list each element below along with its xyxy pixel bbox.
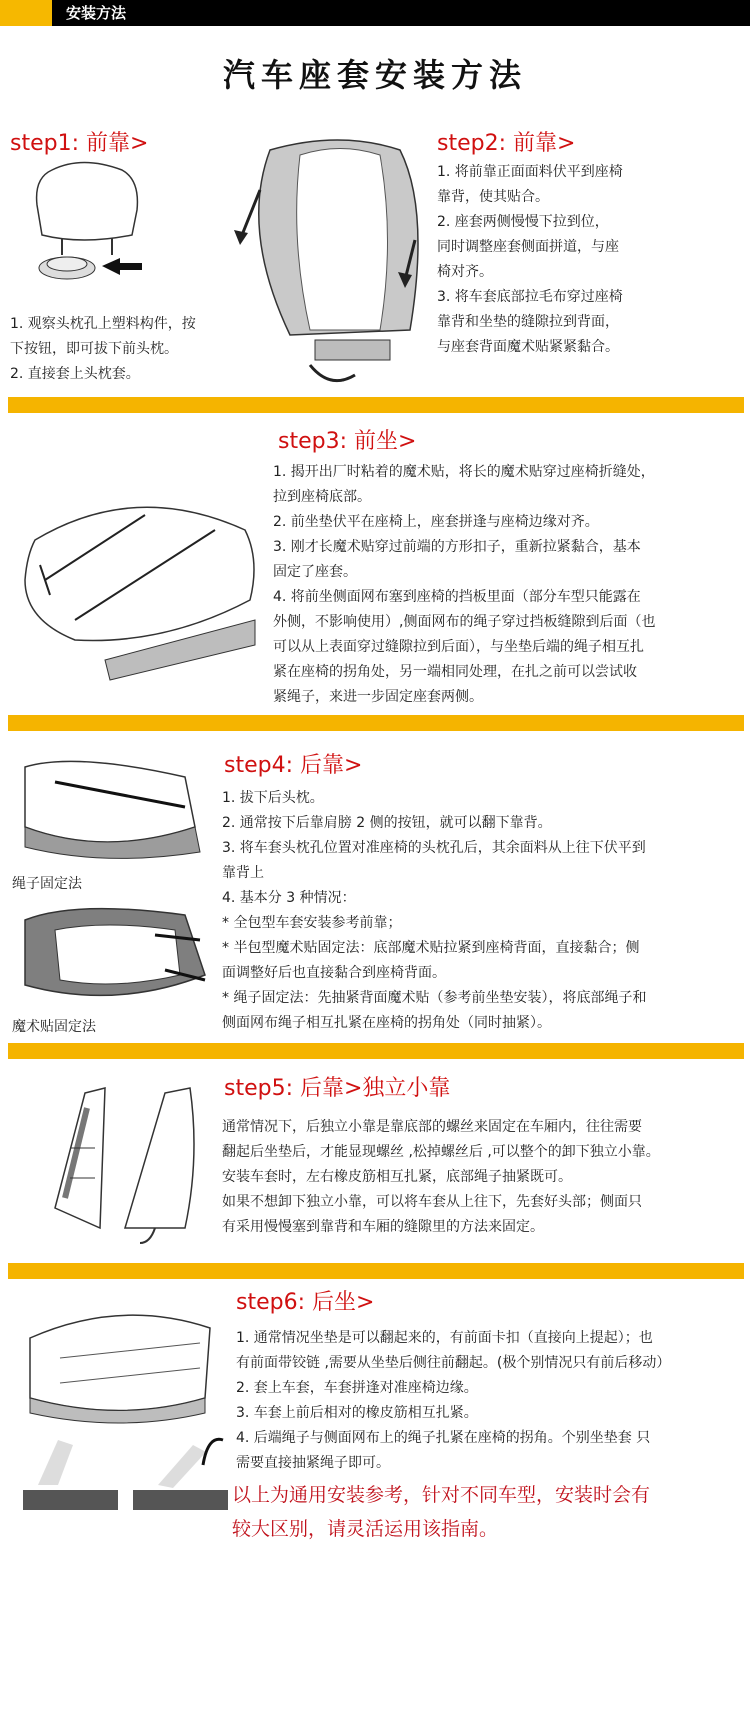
step1-heading: step1: 前靠> bbox=[10, 131, 149, 156]
section-divider bbox=[8, 715, 744, 731]
text-line: * 半包型魔术贴固定法：底部魔术贴拉紧到座椅背面，直接黏合；侧 bbox=[222, 940, 640, 956]
text-line: 紧在座椅的拐角处，另一端相同处理，在扎之前可以尝试收 bbox=[273, 664, 637, 680]
step1-text bbox=[10, 312, 220, 387]
headrest-illustration bbox=[22, 160, 172, 310]
section-divider bbox=[8, 397, 744, 413]
text-line: * 绳子固定法：先抽紧背面魔术贴（参考前坐垫安装），将底部绳子和 bbox=[222, 990, 647, 1006]
text-line: 1. 观察头枕孔上塑料构件，按 bbox=[10, 316, 196, 332]
text-line: 4. 将前坐侧面网布塞到座椅的挡板里面（部分车型只能露在 bbox=[273, 589, 641, 605]
section-divider bbox=[8, 1263, 744, 1279]
step5-heading: step5: 后靠>独立小靠 bbox=[224, 1076, 451, 1101]
step6-text bbox=[236, 1326, 736, 1476]
text-line: 有采用慢慢塞到靠背和车厢的缝隙里的方法来固定。 bbox=[222, 1219, 544, 1235]
velcro-method-caption: 魔术贴固定法 bbox=[12, 1019, 96, 1035]
step4-text bbox=[222, 786, 732, 1036]
text-line: 3. 车套上前后相对的橡皮筋相互扎紧。 bbox=[236, 1405, 478, 1421]
text-line: 拉到座椅底部。 bbox=[273, 489, 371, 505]
note-line: 以上为通用安装参考，针对不同车型，安装时会有 bbox=[232, 1484, 651, 1506]
text-line: 靠背上 bbox=[222, 865, 264, 881]
text-line: * 全包型车套安装参考前靠； bbox=[222, 915, 402, 931]
rear-backrest-rope-illustration bbox=[15, 752, 215, 867]
text-line: 3. 刚才长魔术贴穿过前端的方形扣子，重新拉紧黏合，基本 bbox=[273, 539, 641, 555]
text-line: 1. 将前靠正面面料伏平到座椅 bbox=[437, 164, 623, 180]
independent-headrest-illustration bbox=[45, 1078, 215, 1248]
note-line: 较大区别，请灵活运用该指南。 bbox=[232, 1518, 499, 1540]
section-divider bbox=[8, 1043, 744, 1059]
text-line: 通常情况下，后独立小靠是靠底部的螺丝来固定在车厢内，往往需要 bbox=[222, 1119, 642, 1135]
front-backrest-illustration bbox=[230, 130, 450, 390]
text-line: 外侧，不影响使用）,侧面网布的绳子穿过挡板缝隙到后面（也 bbox=[273, 614, 656, 630]
text-line: 与座套背面魔术贴紧紧黏合。 bbox=[437, 339, 619, 355]
footer-note bbox=[232, 1478, 742, 1546]
text-line: 2. 座套两侧慢慢下拉到位， bbox=[437, 214, 609, 230]
cushion-flip-illustration bbox=[18, 1430, 233, 1525]
text-line: 安装车套时，左右橡皮筋相互扎紧，底部绳子抽紧既可。 bbox=[222, 1169, 572, 1185]
text-line: 靠背，使其贴合。 bbox=[437, 189, 549, 205]
install-method-tab[interactable]: 安装方法 bbox=[58, 0, 196, 26]
text-line: 有前面带铰链 ,需要从坐垫后侧往前翻起。(极个别情况只有前后移动） bbox=[236, 1355, 671, 1371]
text-line: 3. 将车套头枕孔位置对准座椅的头枕孔后，其余面料从上往下伏平到 bbox=[222, 840, 646, 856]
text-line: 侧面网布绳子相互扎紧在座椅的拐角处（同时抽紧）。 bbox=[222, 1015, 551, 1031]
text-line: 椅对齐。 bbox=[437, 264, 493, 280]
text-line: 3. 将车套底部拉毛布穿过座椅 bbox=[437, 289, 623, 305]
rear-seat-cushion-illustration bbox=[20, 1298, 220, 1423]
text-line: 1. 揭开出厂时粘着的魔术贴，将长的魔术贴穿过座椅折缝处， bbox=[273, 464, 655, 480]
text-line: 靠背和坐垫的缝隙拉到背面， bbox=[437, 314, 619, 330]
step3-text bbox=[273, 460, 733, 710]
text-line: 2. 前坐垫伏平在座椅上，座套拼逢与座椅边缘对齐。 bbox=[273, 514, 599, 530]
text-line: 下按钮，即可拔下前头枕。 bbox=[10, 341, 178, 357]
step4-heading: step4: 后靠> bbox=[224, 753, 363, 778]
text-line: 4. 后端绳子与侧面网布上的绳子扎紧在座椅的拐角。个别坐垫套 只 bbox=[236, 1430, 651, 1446]
rear-backrest-velcro-illustration bbox=[15, 895, 215, 1015]
text-line: 翻起后坐垫后，才能显现螺丝 ,松掉螺丝后 ,可以整个的卸下独立小靠。 bbox=[222, 1144, 660, 1160]
rope-method-caption: 绳子固定法 bbox=[12, 876, 82, 892]
top-header-bar bbox=[0, 0, 750, 26]
step2-text bbox=[437, 160, 677, 360]
text-line: 需要直接抽紧绳子即可。 bbox=[236, 1455, 390, 1471]
text-line: 如果不想卸下独立小靠，可以将车套从上往下，先套好头部；侧面只 bbox=[222, 1194, 642, 1210]
front-seat-cushion-illustration bbox=[15, 470, 265, 680]
text-line: 同时调整座套侧面拼道，与座 bbox=[437, 239, 619, 255]
page-title: 汽车座套安装方法 bbox=[222, 56, 527, 94]
text-line: 2. 通常按下后靠肩膀 2 侧的按钮，就可以翻下靠背。 bbox=[222, 815, 552, 831]
step5-text bbox=[222, 1115, 742, 1240]
step2-heading: step2: 前靠> bbox=[437, 131, 576, 156]
text-line: 2. 直接套上头枕套。 bbox=[10, 366, 140, 382]
step3-heading: step3: 前坐> bbox=[278, 429, 417, 454]
text-line: 2. 套上车套，车套拼逢对准座椅边缘。 bbox=[236, 1380, 478, 1396]
text-line: 4. 基本分 3 种情况： bbox=[222, 890, 356, 906]
text-line: 1. 拔下后头枕。 bbox=[222, 790, 324, 806]
text-line: 1. 通常情况坐垫是可以翻起来的，有前面卡扣（直接向上提起）；也 bbox=[236, 1330, 653, 1346]
text-line: 可以从上表面穿过缝隙拉到后面），与坐垫后端的绳子相互扎 bbox=[273, 639, 644, 655]
text-line: 固定了座套。 bbox=[273, 564, 357, 580]
text-line: 面调整好后也直接黏合到座椅背面。 bbox=[222, 965, 446, 981]
text-line: 紧绳子，来进一步固定座套两侧。 bbox=[273, 689, 483, 705]
step6-heading: step6: 后坐> bbox=[236, 1290, 375, 1315]
